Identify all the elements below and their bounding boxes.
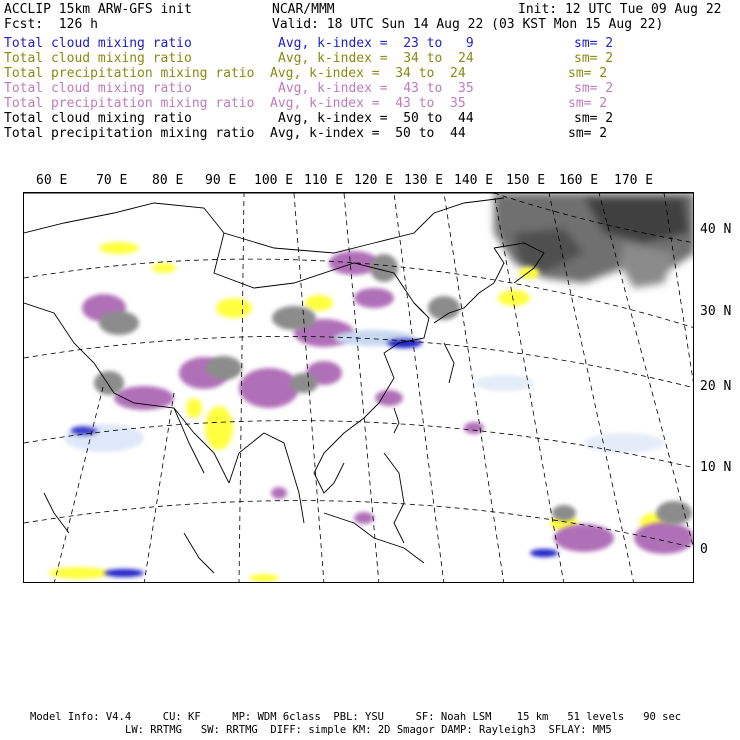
legend-3-sm: sm= 2 xyxy=(568,66,608,81)
lon-label-140e: 140 E xyxy=(454,173,494,188)
legend-4-avg: Avg, k-index = 43 to 35 xyxy=(278,81,474,96)
lat-label-0: 0 xyxy=(700,542,708,557)
lon-label-100e: 100 E xyxy=(254,173,294,188)
legend-7-sm: sm= 2 xyxy=(568,126,608,141)
lon-label-120e: 120 E xyxy=(354,173,394,188)
map-canvas xyxy=(24,193,694,583)
legend-6-name: Total cloud mixing ratio xyxy=(4,111,192,126)
legend-4-sm: sm= 2 xyxy=(574,81,614,96)
legend-2-sm: sm= 2 xyxy=(574,51,614,66)
lat-label-40n: 40 N xyxy=(700,222,732,237)
legend-5-sm: sm= 2 xyxy=(568,96,608,111)
legend-1-sm: sm= 2 xyxy=(574,36,614,51)
lat-label-30n: 30 N xyxy=(700,304,732,319)
lon-label-150e: 150 E xyxy=(506,173,546,188)
lat-label-20n: 20 N xyxy=(700,379,732,394)
legend-5-avg: Avg, k-index = 43 to 35 xyxy=(270,96,466,111)
lon-label-90e: 90 E xyxy=(205,173,237,188)
legend-2-name: Total cloud mixing ratio xyxy=(4,51,192,66)
legend-1-avg: Avg, k-index = 23 to 9 xyxy=(278,36,474,51)
lon-label-70e: 70 E xyxy=(96,173,128,188)
lon-label-110e: 110 E xyxy=(304,173,344,188)
lon-label-170e: 170 E xyxy=(614,173,654,188)
legend-2-avg: Avg, k-index = 34 to 24 xyxy=(278,51,474,66)
map-panel xyxy=(23,192,694,583)
forecast-hour: Fcst: 126 h xyxy=(4,17,98,32)
lon-label-160e: 160 E xyxy=(559,173,599,188)
gray-cloud-patches xyxy=(94,254,692,525)
lon-label-60e: 60 E xyxy=(36,173,68,188)
legend-1-name: Total cloud mixing ratio xyxy=(4,36,192,51)
model-info-line2: LW: RRTMG SW: RRTMG DIFF: simple KM: 2D Smagor DAMP: Rayleigh3 SFLAY: MM5 xyxy=(125,724,612,736)
legend-3-name: Total precipitation mixing ratio xyxy=(4,66,255,81)
legend-7-name: Total precipitation mixing ratio xyxy=(4,126,255,141)
legend-4-name: Total cloud mixing ratio xyxy=(4,81,192,96)
lat-label-10n: 10 N xyxy=(700,460,732,475)
legend-6-avg: Avg, k-index = 50 to 44 xyxy=(278,111,474,126)
legend-5-name: Total precipitation mixing ratio xyxy=(4,96,255,111)
agency-label: NCAR/MMM xyxy=(272,2,335,17)
legend-7-avg: Avg, k-index = 50 to 44 xyxy=(270,126,466,141)
legend-6-sm: sm= 2 xyxy=(574,111,614,126)
valid-time: Valid: 18 UTC Sun 14 Aug 22 (03 KST Mon 15 Aug 22) xyxy=(272,17,664,32)
lon-label-130e: 130 E xyxy=(404,173,444,188)
lon-label-80e: 80 E xyxy=(152,173,184,188)
run-title: ACCLIP 15km ARW-GFS init xyxy=(4,2,192,17)
init-time: Init: 12 UTC Tue 09 Aug 22 xyxy=(518,2,722,17)
model-info-line1: Model Info: V4.4 CU: KF MP: WDM 6class PBL: YSU SF: Noah LSM 15 km 51 levels 90 sec xyxy=(30,711,682,723)
purple-cloud-patches xyxy=(82,251,694,554)
legend-3-avg: Avg, k-index = 34 to 24 xyxy=(270,66,466,81)
